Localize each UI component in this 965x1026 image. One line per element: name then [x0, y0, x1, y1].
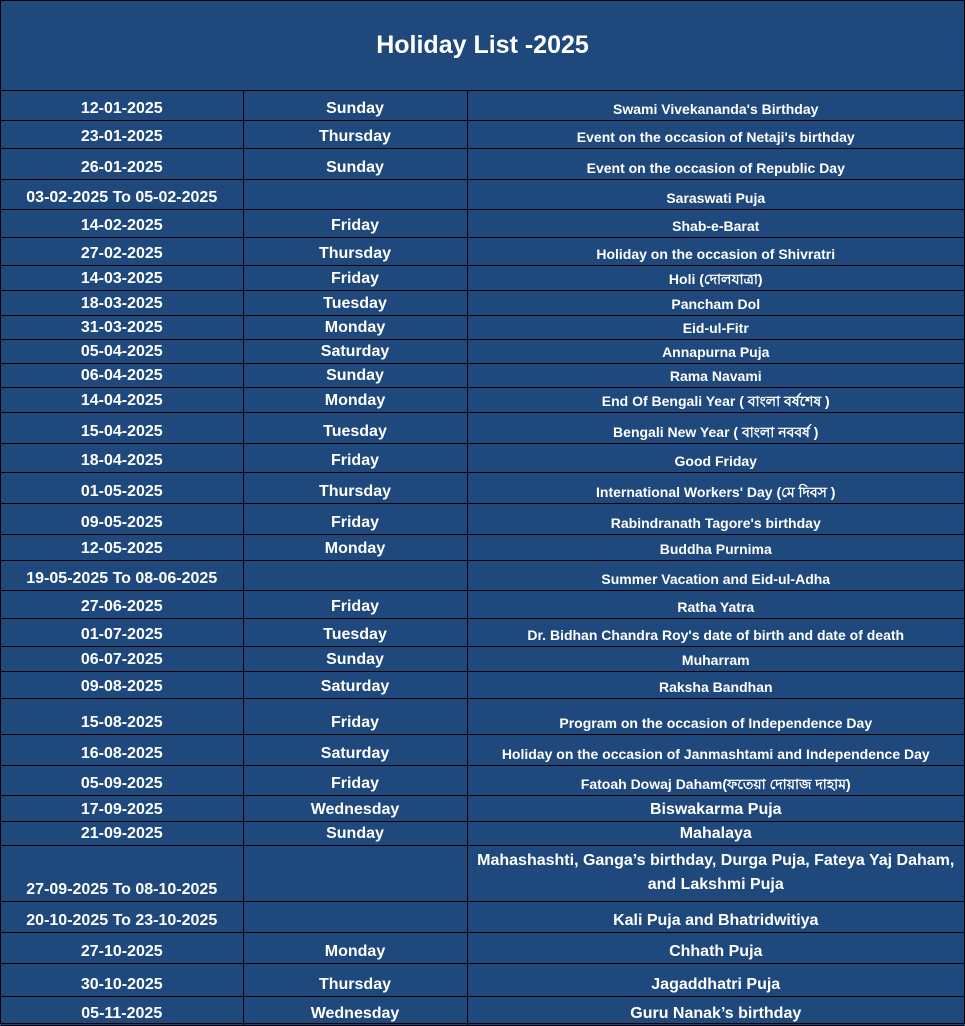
holiday-day-cell: Friday	[243, 765, 467, 795]
holiday-date-cell: 12-05-2025	[1, 534, 243, 560]
holiday-date-cell: 12-01-2025	[1, 91, 243, 120]
table-row	[1, 901, 964, 932]
holiday-event-cell: Holiday on the occasion of Shivratri	[467, 237, 964, 265]
holiday-day-cell: Thursday	[243, 963, 467, 996]
holiday-event-cell: Swami Vivekananda's Birthday	[467, 91, 964, 120]
holiday-day-cell	[243, 845, 467, 901]
holiday-day-cell: Friday	[243, 590, 467, 618]
holiday-event-cell: Summer Vacation and Eid-ul-Adha	[467, 560, 964, 590]
holiday-event-cell: Guru Nanak’s birthday	[467, 996, 964, 1025]
holiday-event-cell: Bengali New Year ( বাংলা নববর্ষ )	[467, 412, 964, 443]
table-row	[1, 503, 964, 534]
holiday-event-cell: International Workers' Day (মে দিবস )	[467, 472, 964, 503]
holiday-day-cell: Friday	[243, 503, 467, 534]
holiday-date-cell: 17-09-2025	[1, 795, 243, 821]
table-row	[1, 795, 964, 821]
holiday-event-cell: End Of Bengali Year ( বাংলা বর্ষশেষ )	[467, 387, 964, 412]
holiday-date-cell: 27-06-2025	[1, 590, 243, 618]
table-row	[1, 590, 964, 618]
holiday-date-cell: 09-05-2025	[1, 503, 243, 534]
holiday-event-cell: Shab-e-Barat	[467, 209, 964, 237]
holiday-event-cell: Saraswati Puja	[467, 179, 964, 209]
holiday-day-cell: Sunday	[243, 363, 467, 387]
holiday-event-cell: Rama Navami	[467, 363, 964, 387]
holiday-event-cell: Buddha Purnima	[467, 534, 964, 560]
holiday-event-cell: Holiday on the occasion of Janmashtami and Independence Day	[467, 734, 964, 765]
holiday-date-cell: 06-07-2025	[1, 646, 243, 671]
holiday-day-cell	[243, 560, 467, 590]
holiday-day-cell: Friday	[243, 209, 467, 237]
holiday-day-cell	[243, 901, 467, 932]
holiday-date-cell: 20-10-2025 To 23-10-2025	[1, 901, 243, 932]
holiday-event-cell: Program on the occasion of Independence Day	[467, 698, 964, 734]
holiday-date-cell: 26-01-2025	[1, 148, 243, 179]
holiday-table	[1, 91, 964, 1026]
holiday-date-cell: 05-04-2025	[1, 339, 243, 363]
table-row	[1, 387, 964, 412]
holiday-day-cell: Wednesday	[243, 996, 467, 1025]
holiday-date-cell: 05-11-2025	[1, 996, 243, 1025]
table-row	[1, 534, 964, 560]
holiday-date-cell: 18-04-2025	[1, 443, 243, 472]
table-row	[1, 618, 964, 646]
holiday-event-cell: Fatoah Dowaj Daham(ফতেয়া দোয়াজ দাহাম)	[467, 765, 964, 795]
holiday-date-cell: 15-08-2025	[1, 698, 243, 734]
page-title: Holiday List -2025	[1, 1, 964, 91]
holiday-day-cell: Saturday	[243, 734, 467, 765]
table-row	[1, 148, 964, 179]
holiday-day-cell: Thursday	[243, 120, 467, 148]
holiday-day-cell: Sunday	[243, 91, 467, 120]
holiday-date-cell: 05-09-2025	[1, 765, 243, 795]
holiday-day-cell	[243, 179, 467, 209]
holiday-day-cell: Monday	[243, 932, 467, 963]
holiday-event-cell: Good Friday	[467, 443, 964, 472]
holiday-date-cell: 14-03-2025	[1, 265, 243, 290]
table-row	[1, 179, 964, 209]
table-row	[1, 290, 964, 315]
table-row	[1, 443, 964, 472]
holiday-event-cell: Dr. Bidhan Chandra Roy's date of birth and date of death	[467, 618, 964, 646]
holiday-day-cell: Friday	[243, 698, 467, 734]
holiday-date-cell: 01-05-2025	[1, 472, 243, 503]
table-row	[1, 265, 964, 290]
holiday-day-cell: Monday	[243, 315, 467, 339]
holiday-day-cell: Wednesday	[243, 795, 467, 821]
table-row	[1, 996, 964, 1025]
holiday-day-cell: Friday	[243, 265, 467, 290]
holiday-date-cell: 03-02-2025 To 05-02-2025	[1, 179, 243, 209]
holiday-date-cell: 18-03-2025	[1, 290, 243, 315]
holiday-event-cell: Event on the occasion of Republic Day	[467, 148, 964, 179]
holiday-date-cell: 14-02-2025	[1, 209, 243, 237]
holiday-table-body	[1, 91, 964, 1025]
holiday-date-cell: 27-02-2025	[1, 237, 243, 265]
table-row	[1, 646, 964, 671]
table-row	[1, 363, 964, 387]
table-row	[1, 671, 964, 698]
holiday-date-cell: 31-03-2025	[1, 315, 243, 339]
holiday-date-cell: 01-07-2025	[1, 618, 243, 646]
table-row	[1, 932, 964, 963]
table-row	[1, 412, 964, 443]
holiday-date-cell: 19-05-2025 To 08-06-2025	[1, 560, 243, 590]
table-row	[1, 315, 964, 339]
holiday-day-cell: Saturday	[243, 671, 467, 698]
holiday-date-cell: 06-04-2025	[1, 363, 243, 387]
holiday-event-cell: Raksha Bandhan	[467, 671, 964, 698]
holiday-day-cell: Saturday	[243, 339, 467, 363]
holiday-event-cell: Muharram	[467, 646, 964, 671]
holiday-date-cell: 30-10-2025	[1, 963, 243, 996]
holiday-date-cell: 14-04-2025	[1, 387, 243, 412]
table-row	[1, 821, 964, 845]
holiday-date-cell: 21-09-2025	[1, 821, 243, 845]
table-row	[1, 91, 964, 120]
holiday-date-cell: 27-10-2025	[1, 932, 243, 963]
holiday-event-cell: Pancham Dol	[467, 290, 964, 315]
holiday-event-cell: Chhath Puja	[467, 932, 964, 963]
table-row	[1, 963, 964, 996]
holiday-date-cell: 27-09-2025 To 08-10-2025	[1, 845, 243, 901]
holiday-day-cell: Friday	[243, 443, 467, 472]
holiday-event-cell: Ratha Yatra	[467, 590, 964, 618]
table-row	[1, 120, 964, 148]
holiday-day-cell: Thursday	[243, 472, 467, 503]
table-row	[1, 209, 964, 237]
holiday-event-cell: Rabindranath Tagore's birthday	[467, 503, 964, 534]
holiday-date-cell: 16-08-2025	[1, 734, 243, 765]
holiday-event-cell: Mahashashti, Ganga’s birthday, Durga Puja, Fateya Yaj Daham, and Lakshmi Puja	[467, 845, 964, 901]
table-row	[1, 698, 964, 734]
table-row	[1, 734, 964, 765]
table-row	[1, 765, 964, 795]
holiday-day-cell: Sunday	[243, 148, 467, 179]
holiday-day-cell: Tuesday	[243, 618, 467, 646]
table-row	[1, 472, 964, 503]
holiday-date-cell: 23-01-2025	[1, 120, 243, 148]
holiday-day-cell: Tuesday	[243, 290, 467, 315]
holiday-date-cell: 09-08-2025	[1, 671, 243, 698]
holiday-day-cell: Thursday	[243, 237, 467, 265]
holiday-event-cell: Holi (দোলযাত্রা)	[467, 265, 964, 290]
table-row	[1, 560, 964, 590]
holiday-day-cell: Monday	[243, 387, 467, 412]
holiday-event-cell: Biswakarma Puja	[467, 795, 964, 821]
holiday-day-cell: Monday	[243, 534, 467, 560]
holiday-day-cell: Sunday	[243, 821, 467, 845]
holiday-event-cell: Kali Puja and Bhatridwitiya	[467, 901, 964, 932]
holiday-day-cell: Sunday	[243, 646, 467, 671]
holiday-event-cell: Eid-ul-Fitr	[467, 315, 964, 339]
holiday-date-cell: 15-04-2025	[1, 412, 243, 443]
holiday-day-cell: Tuesday	[243, 412, 467, 443]
table-row	[1, 845, 964, 901]
holiday-event-cell: Mahalaya	[467, 821, 964, 845]
holiday-event-cell: Jagaddhatri Puja	[467, 963, 964, 996]
table-row	[1, 339, 964, 363]
table-row	[1, 237, 964, 265]
holiday-event-cell: Event on the occasion of Netaji's birthday	[467, 120, 964, 148]
holiday-event-cell: Annapurna Puja	[467, 339, 964, 363]
